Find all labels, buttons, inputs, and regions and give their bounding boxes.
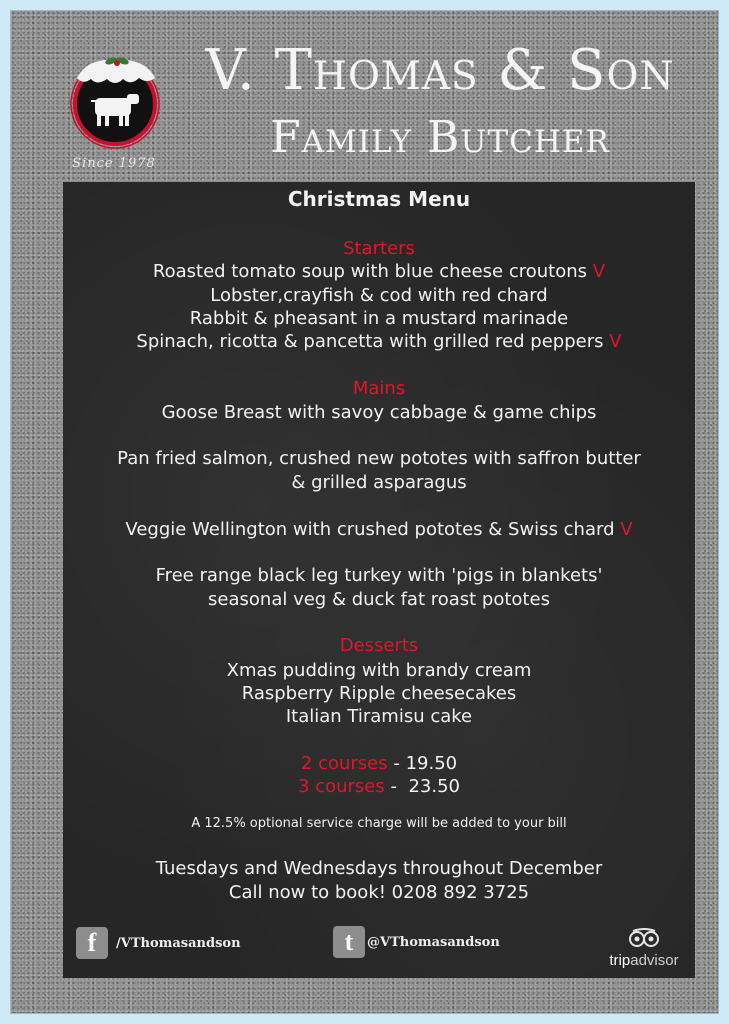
- dessert-item: Italian Tiramisu cake: [285, 706, 473, 727]
- butcher-logo: [67, 54, 163, 164]
- price-three-courses: 3 courses - 23.50: [298, 776, 460, 797]
- twitter-icon: t: [333, 926, 365, 958]
- twitter-handle: @VThomasandson: [367, 934, 500, 950]
- business-name: V. Thomas & Son: [205, 38, 675, 103]
- mains-heading: Mains: [352, 378, 406, 399]
- facebook-handle: /VThomasandson: [116, 935, 241, 951]
- chalkboard-menu: [63, 182, 695, 978]
- availability-text: Tuesdays and Wednesdays throughout December: [155, 858, 603, 879]
- business-subtitle: Family Butcher: [270, 112, 610, 163]
- starter-item: Roasted tomato soup with blue cheese croutons V: [152, 261, 606, 282]
- dessert-item: Xmas pudding with brandy cream: [226, 660, 532, 681]
- starter-item: Spinach, ricotta & pancetta with grilled red peppers V: [136, 331, 622, 352]
- vegetarian-mark: V: [620, 519, 633, 540]
- main-item: Free range black leg turkey with 'pigs in blankets': [155, 565, 603, 586]
- desserts-heading: Desserts: [339, 635, 419, 656]
- vegetarian-mark: V: [592, 261, 606, 282]
- booking-phone: Call now to book! 0208 892 3725: [228, 882, 530, 903]
- since-year: Since 1978: [72, 156, 156, 171]
- menu-title: Christmas Menu: [287, 187, 471, 211]
- starters-heading: Starters: [343, 238, 415, 259]
- twitter-link[interactable]: [333, 926, 500, 958]
- starter-item: Lobster,crayfish & cod with red chard: [210, 285, 548, 306]
- tripadvisor-label: tripadvisor: [609, 952, 679, 969]
- main-item-continued: & grilled asparagus: [291, 472, 467, 493]
- vegetarian-mark: V: [609, 331, 622, 352]
- service-charge-note: A 12.5% optional service charge will be added to your bill: [191, 816, 567, 831]
- dessert-item: Raspberry Ripple cheesecakes: [241, 683, 517, 704]
- main-item: Pan fried salmon, crushed new pototes with saffron butter: [117, 448, 641, 469]
- tripadvisor-owl-icon: [627, 928, 661, 948]
- main-item: Veggie Wellington with crushed pototes & Swiss chard V: [125, 519, 633, 540]
- menu-poster: [10, 10, 719, 1014]
- facebook-link[interactable]: [76, 927, 241, 959]
- starter-item: Rabbit & pheasant in a mustard marinade: [189, 308, 569, 329]
- facebook-icon: f: [76, 927, 108, 959]
- price-two-courses: 2 courses - 19.50: [300, 753, 458, 774]
- cow-logo-icon: [67, 54, 163, 164]
- main-item: Goose Breast with savoy cabbage & game chips: [161, 402, 597, 423]
- main-item-continued: seasonal veg & duck fat roast pototes: [208, 589, 550, 610]
- tripadvisor-link[interactable]: [603, 928, 685, 969]
